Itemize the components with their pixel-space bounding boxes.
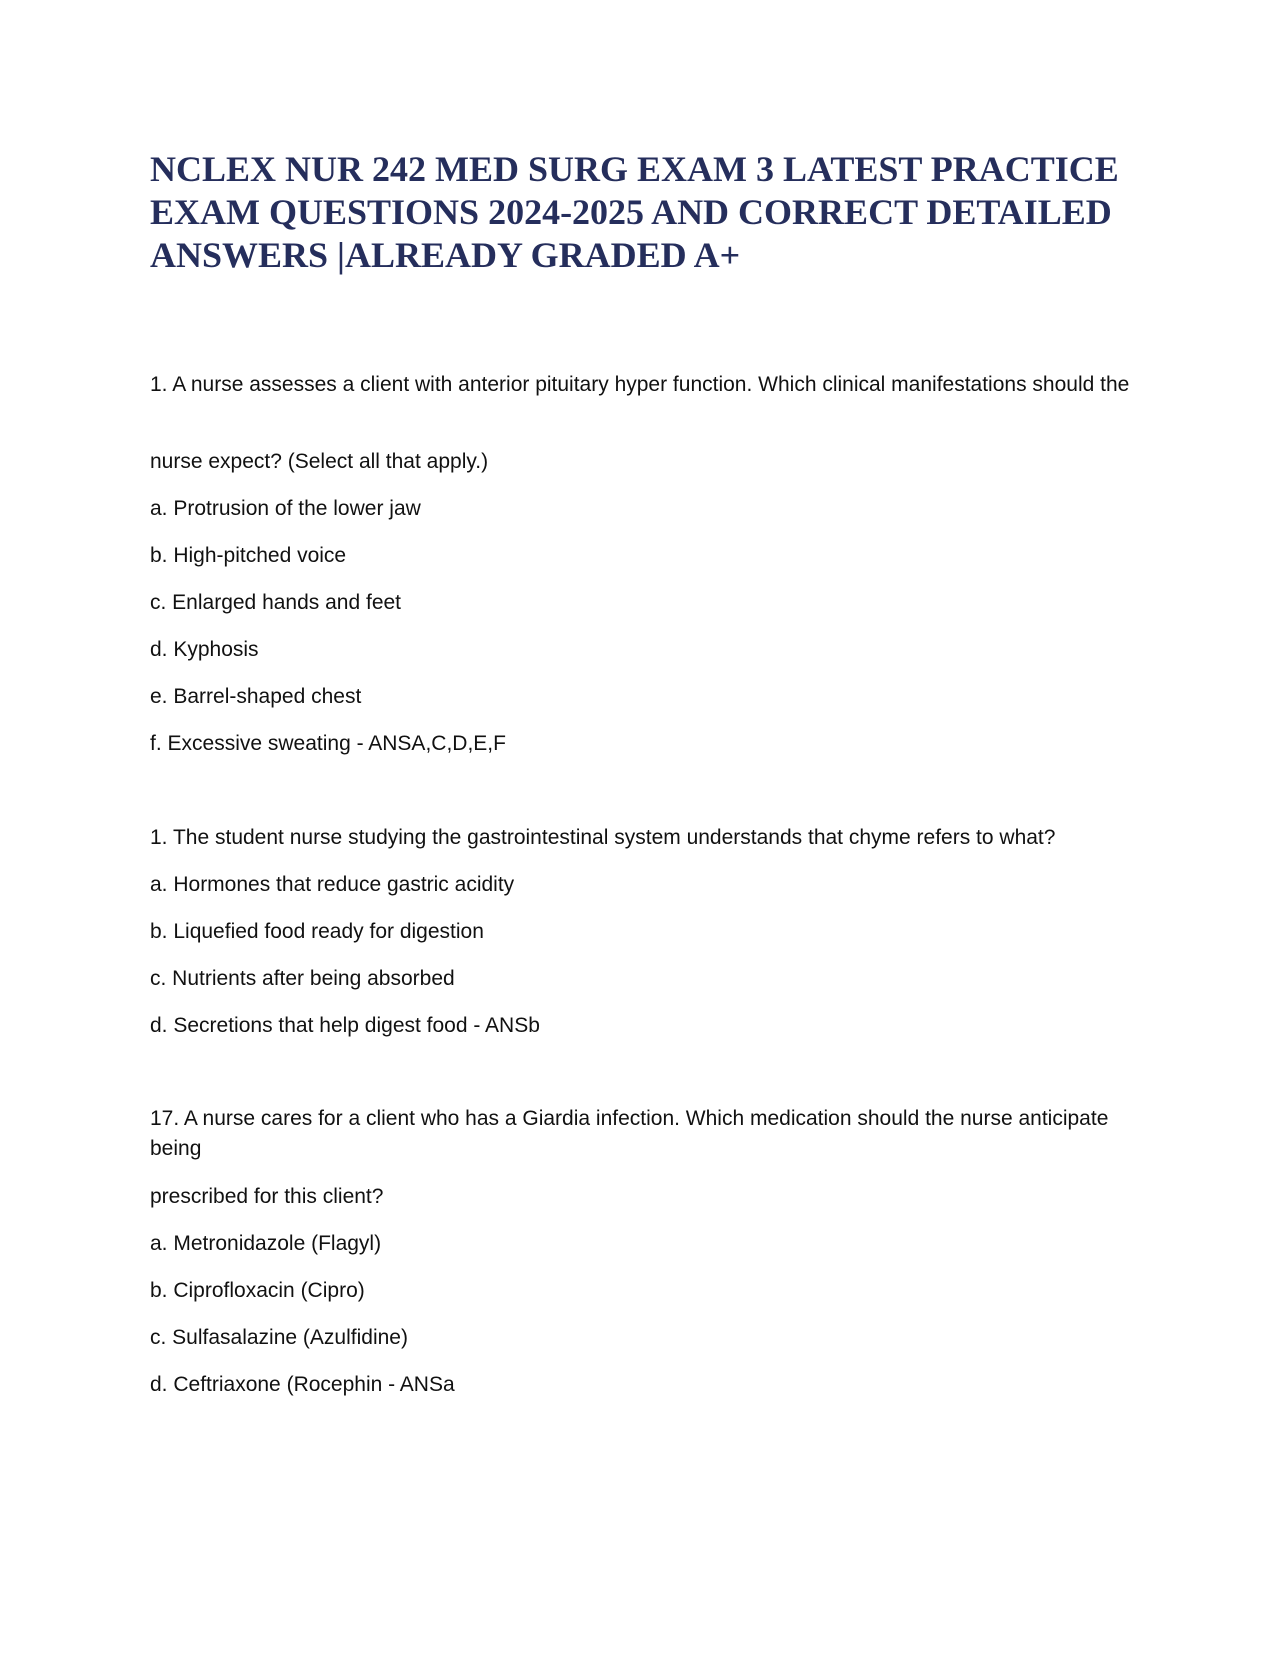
- question-3-option-b: b. Ciprofloxacin (Cipro): [150, 1279, 365, 1302]
- question-1-option-f-answer: f. Excessive sweating - ANSA,C,D,E,F: [150, 732, 506, 755]
- question-1-option-c: c. Enlarged hands and feet: [150, 591, 402, 614]
- question-2-option-b: b. Liquefied food ready for digestion: [150, 920, 484, 943]
- question-2-option-a: a. Hormones that reduce gastric acidity: [150, 873, 515, 896]
- question-1-option-d: d. Kyphosis: [150, 638, 259, 661]
- question-1-option-e: e. Barrel-shaped chest: [150, 685, 362, 708]
- question-1-stem-continued: nurse expect? (Select all that apply.): [150, 450, 489, 473]
- question-3-option-d-answer: d. Ceftriaxone (Rocephin - ANSa: [150, 1373, 455, 1396]
- question-2-option-d-answer: d. Secretions that help digest food - ANSb: [150, 1014, 540, 1037]
- question-3-stem-continued: prescribed for this client?: [150, 1185, 384, 1208]
- document-title: NCLEX NUR 242 MED SURG EXAM 3 LATEST PRACTICE EXAM QUESTIONS 2024-2025 AND CORRECT DETAILED ANSWERS |ALREADY GRADED A+: [150, 149, 1119, 275]
- question-1-option-b: b. High-pitched voice: [150, 544, 347, 567]
- question-2-stem: 1. The student nurse studying the gastrointestinal system understands that chyme refers to what?: [150, 826, 1056, 849]
- question-3-option-a: a. Metronidazole (Flagyl): [150, 1232, 382, 1255]
- question-1-option-a: a. Protrusion of the lower jaw: [150, 497, 421, 520]
- question-3-option-c: c. Sulfasalazine (Azulfidine): [150, 1326, 408, 1349]
- question-3-stem: 17. A nurse cares for a client who has a Giardia infection. Which medication should the nurse anticipate being: [150, 1107, 1109, 1160]
- question-2-option-c: c. Nutrients after being absorbed: [150, 967, 455, 990]
- question-1-stem: 1. A nurse assesses a client with anterior pituitary hyper function. Which clinical manifestations should the: [150, 373, 1130, 396]
